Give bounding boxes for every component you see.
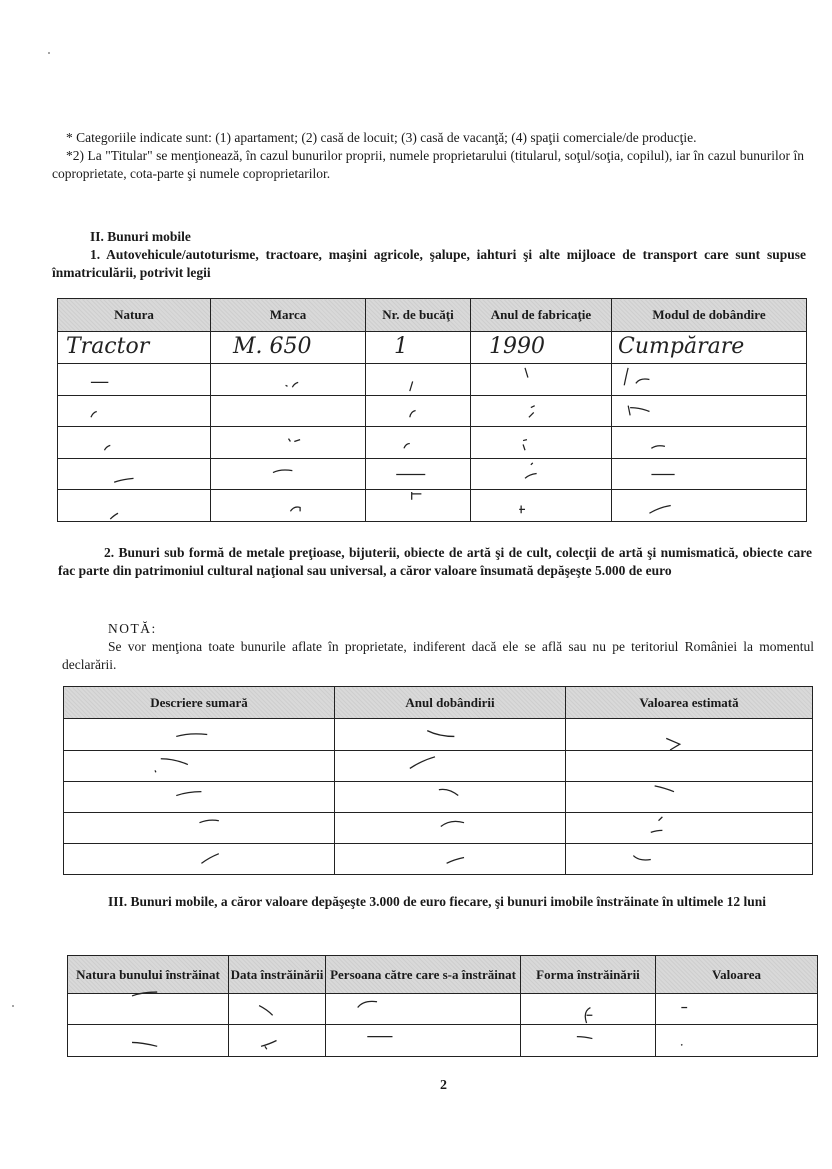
table-row bbox=[58, 427, 807, 459]
vehicles-table bbox=[57, 298, 807, 522]
dash-mark bbox=[326, 994, 520, 1024]
dash-mark bbox=[566, 719, 812, 750]
dash-mark bbox=[612, 459, 806, 489]
dash-mark bbox=[471, 490, 611, 521]
table-cell bbox=[612, 490, 807, 522]
dash-mark bbox=[566, 844, 812, 874]
handwritten-anul: 1990 bbox=[489, 334, 545, 359]
nota-block bbox=[62, 620, 814, 674]
table-cell bbox=[64, 782, 335, 813]
table-cell bbox=[58, 364, 211, 396]
section-3-header bbox=[62, 893, 820, 911]
dash-mark bbox=[366, 490, 470, 521]
table-row bbox=[64, 751, 813, 782]
table-cell bbox=[229, 1025, 326, 1057]
table-cell bbox=[566, 782, 813, 813]
table-cell bbox=[58, 490, 211, 522]
dash-mark bbox=[64, 813, 334, 843]
table-row bbox=[58, 490, 807, 522]
col-header-marca: Marca bbox=[211, 299, 366, 332]
dash-mark bbox=[58, 364, 210, 395]
nota-title: NOTĂ: bbox=[108, 621, 157, 636]
table-cell bbox=[68, 1025, 229, 1057]
section-2-header bbox=[52, 228, 806, 282]
table-cell bbox=[211, 459, 366, 490]
col-header-anul-dobandirii: Anul dobândirii bbox=[335, 687, 566, 719]
section-2-1-title: 1. Autovehicule/autoturisme, tractoare, maşini agricole, şalupe, iahturi şi alte mijloace de transport care sunt supuse înmatriculării, potrivit legii bbox=[52, 247, 806, 280]
table-cell bbox=[211, 396, 366, 427]
table-cell bbox=[366, 427, 471, 459]
table-cell bbox=[566, 751, 813, 782]
handwritten-modul: Cumpărare bbox=[618, 334, 745, 359]
table-cell bbox=[68, 994, 229, 1025]
dash-mark bbox=[471, 364, 611, 395]
dash-mark bbox=[211, 427, 365, 458]
table-cell bbox=[612, 459, 807, 490]
dash-mark bbox=[612, 364, 806, 395]
dash-mark bbox=[471, 427, 611, 458]
table-cell bbox=[366, 332, 471, 364]
table-cell bbox=[612, 427, 807, 459]
table-row bbox=[58, 364, 807, 396]
table-cell bbox=[335, 751, 566, 782]
section-2-2-title: 2. Bunuri sub formă de metale preţioase, bijuterii, obiecte de artă şi de cult, colecţii de artă şi numismatică, obiecte care fac parte din patrimoniul cultural naţional sau universal, a căror valoare însumată depăşeşte 5.000 de euro bbox=[58, 545, 812, 578]
col-header-forma: Forma înstrăinării bbox=[521, 956, 656, 994]
table-cell bbox=[566, 719, 813, 751]
dash-mark bbox=[612, 396, 806, 426]
col-header-natura-bunului: Natura bunului înstrăinat bbox=[68, 956, 229, 994]
table-row bbox=[58, 459, 807, 490]
scan-speck bbox=[48, 52, 50, 54]
table-cell bbox=[471, 364, 612, 396]
dash-mark bbox=[68, 1025, 228, 1056]
dash-mark bbox=[58, 427, 210, 458]
table-cell bbox=[471, 490, 612, 522]
dash-mark bbox=[58, 396, 210, 426]
col-header-modul-dobandire: Modul de dobândire bbox=[612, 299, 807, 332]
table-cell bbox=[566, 813, 813, 844]
dash-mark bbox=[211, 459, 365, 489]
col-header-valoarea: Valoarea bbox=[656, 956, 818, 994]
table-cell bbox=[58, 427, 211, 459]
table-cell bbox=[335, 782, 566, 813]
table-cell bbox=[471, 396, 612, 427]
table-cell bbox=[471, 459, 612, 490]
dash-mark bbox=[366, 364, 470, 395]
table-cell bbox=[566, 844, 813, 875]
table-row bbox=[58, 396, 807, 427]
table-cell bbox=[335, 719, 566, 751]
dash-mark bbox=[612, 427, 806, 458]
dash-mark bbox=[335, 844, 565, 874]
table-cell bbox=[229, 994, 326, 1025]
dash-mark bbox=[58, 490, 210, 521]
dash-mark bbox=[64, 782, 334, 812]
table-cell bbox=[58, 396, 211, 427]
table-cell bbox=[471, 427, 612, 459]
section-3-title: III. Bunuri mobile, a căror valoare depăşeşte 3.000 de euro fiecare, şi bunuri imobile înstrăinate în ultimele 12 luni bbox=[108, 894, 767, 909]
footnote-titular: *2) La "Titular" se menţionează, în cazul bunurilor proprii, numele proprietarului (titularul, soţul/soţia, copilul), iar în cazul bunurilor în coproprietate, cota-parte şi numele coproprietarilor. bbox=[52, 148, 804, 181]
dash-mark bbox=[326, 1025, 520, 1056]
dash-mark bbox=[366, 427, 470, 458]
table-cell bbox=[58, 459, 211, 490]
handwritten-nr-bucati: 1 bbox=[394, 334, 408, 359]
alienated-goods-table bbox=[67, 955, 818, 1057]
table-cell bbox=[335, 813, 566, 844]
table-cell bbox=[366, 364, 471, 396]
col-header-natura: Natura bbox=[58, 299, 211, 332]
footnote-categories: * Categoriile indicate sunt: (1) apartament; (2) casă de locuit; (3) casă de vacanţă; (4) spaţii comerciale/de producţie. bbox=[66, 130, 697, 145]
dash-mark bbox=[566, 813, 812, 843]
page-number: 2 bbox=[440, 1078, 447, 1093]
table-cell bbox=[211, 427, 366, 459]
dash-mark bbox=[366, 459, 470, 489]
footnotes bbox=[52, 129, 804, 183]
section-2-2-header bbox=[58, 544, 812, 580]
scan-speck bbox=[12, 1005, 14, 1007]
col-header-anul-fabricatie: Anul de fabricaţie bbox=[471, 299, 612, 332]
table-cell bbox=[656, 1025, 818, 1057]
table-cell bbox=[64, 844, 335, 875]
table-row bbox=[64, 719, 813, 751]
table-cell bbox=[211, 364, 366, 396]
dash-mark bbox=[229, 1025, 325, 1056]
table-cell bbox=[211, 332, 366, 364]
table-cell bbox=[58, 332, 211, 364]
dash-mark bbox=[366, 396, 470, 426]
dash-mark bbox=[335, 751, 565, 781]
handwritten-natura: Tractor bbox=[66, 334, 150, 359]
dash-mark bbox=[335, 813, 565, 843]
table-cell bbox=[366, 490, 471, 522]
dash-mark bbox=[58, 459, 210, 489]
table-cell bbox=[211, 490, 366, 522]
table-cell bbox=[335, 844, 566, 875]
col-header-persoana: Persoana către care s-a înstrăinat bbox=[326, 956, 521, 994]
table-cell bbox=[64, 813, 335, 844]
dash-mark bbox=[335, 719, 565, 750]
table-row bbox=[68, 994, 818, 1025]
table-row bbox=[64, 782, 813, 813]
table-cell bbox=[612, 396, 807, 427]
table-cell bbox=[64, 751, 335, 782]
nota-body: Se vor menţiona toate bunurile aflate în proprietate, indiferent dacă ele se află sau nu pe teritoriul României la momentul declarării. bbox=[62, 639, 814, 672]
table-row bbox=[64, 844, 813, 875]
handwritten-marca: M. 650 bbox=[233, 334, 312, 359]
dash-mark bbox=[656, 1025, 817, 1056]
table-row bbox=[64, 813, 813, 844]
dash-mark bbox=[471, 396, 611, 426]
table-row bbox=[58, 332, 807, 364]
table-cell bbox=[326, 994, 521, 1025]
col-header-nr-bucati: Nr. de bucăţi bbox=[366, 299, 471, 332]
dash-mark bbox=[64, 719, 334, 750]
valuables-table bbox=[63, 686, 813, 875]
table-row bbox=[68, 1025, 818, 1057]
table-cell bbox=[471, 332, 612, 364]
dash-mark bbox=[211, 364, 365, 395]
table-cell bbox=[521, 994, 656, 1025]
dash-mark bbox=[521, 1025, 655, 1056]
dash-mark bbox=[566, 782, 812, 812]
table-cell bbox=[521, 1025, 656, 1057]
table-cell bbox=[612, 364, 807, 396]
table-cell bbox=[612, 332, 807, 364]
col-header-data-instrainarii: Data înstrăinării bbox=[229, 956, 326, 994]
dash-mark bbox=[64, 844, 334, 874]
table-cell bbox=[64, 719, 335, 751]
dash-mark bbox=[229, 994, 325, 1024]
dash-mark bbox=[521, 994, 655, 1024]
col-header-valoarea-estimata: Valoarea estimată bbox=[566, 687, 813, 719]
dash-mark bbox=[612, 490, 806, 521]
col-header-descriere: Descriere sumară bbox=[64, 687, 335, 719]
dash-mark bbox=[656, 994, 817, 1024]
table-cell bbox=[656, 994, 818, 1025]
table-cell bbox=[366, 459, 471, 490]
table-cell bbox=[326, 1025, 521, 1057]
dash-mark bbox=[68, 994, 228, 1024]
dash-mark bbox=[64, 751, 334, 781]
table-cell bbox=[366, 396, 471, 427]
dash-mark bbox=[211, 490, 365, 521]
dash-mark bbox=[335, 782, 565, 812]
section-2-title: II. Bunuri mobile bbox=[90, 229, 191, 244]
dash-mark bbox=[471, 459, 611, 489]
